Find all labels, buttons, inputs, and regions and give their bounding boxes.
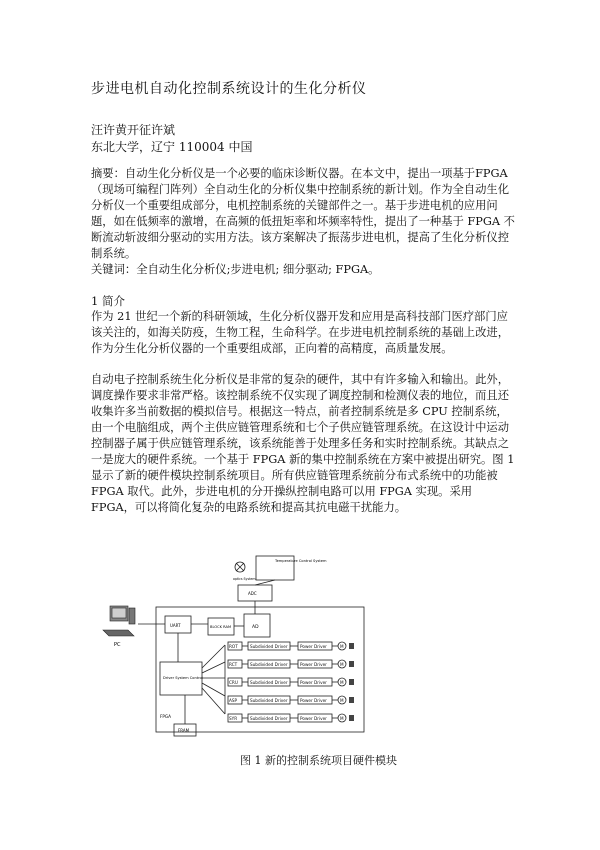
motor-label: M [340, 680, 344, 685]
channel-label: CRU [229, 680, 238, 685]
paragraph-2: 自动电子控制系统生化分析仪是非常的复杂的硬件，其中有许多输入和输出。此外，调度操作要求非常严格。该控制系统不仅实现了调度控制和检测仪表的地位，而且还收集许多当前数据的模拟信号。根据这一特点，前者控制系统是多 CPU 控制系统，由一个电脑组成，两个主供应链管理系统和七个子供应链管理系统。在这设计中运动控制器子属于供应链管理系统，该系统能善于处理多任务和实时控制系统。其缺点之一是庞大的硬件系统。一个基于 FPGA 新的集中控制系统在方案中被提出研究。图 1 显示了新的硬件模块控制系统项目。所有供应链管理系统前分布式系统中的功能被 FPGA 取代。此外，步进电机的分开操纵控制电路可以用 FPGA 实现。采用 FPGA，可以将简化复杂的电路系统和提高其抗电磁干扰能力。 [91, 373, 515, 514]
channel-label: ASP [229, 698, 238, 703]
affiliation: 东北大学，辽宁 110004 中国 [91, 140, 253, 154]
power-driver-label: Power Driver [300, 644, 327, 649]
motor-label: M [340, 698, 344, 703]
channel-label: ROT [229, 644, 238, 649]
subdivided-driver-label: Subdivided Driver [250, 698, 288, 703]
fpga-label: FPGA [160, 714, 172, 719]
channel-label: SYR [229, 716, 238, 721]
motor-label: M [340, 662, 344, 667]
power-driver-label: Power Driver [300, 698, 327, 703]
page-title: 步进电机自动化控制系统设计的生化分析仪 [91, 81, 367, 97]
authors: 汪许黄开征许斌 [91, 123, 176, 137]
motor-shaft [349, 679, 354, 685]
motor-shaft [349, 643, 354, 649]
temp-label: Temperature Control System [275, 559, 327, 563]
ad-label: AD [252, 625, 259, 630]
keywords: 关键词：全自动生化分析仪;步进电机; 细分驱动; FPGA。 [91, 263, 380, 276]
figure-caption: 图 1 新的控制系统项目硬件模块 [240, 754, 397, 767]
motor-shaft [349, 697, 354, 703]
paragraph-1: 作为 21 世纪一个新的科研领域，生化分析仪器开发和应用是高科技部门医疗部门应该关注的，如海关防疫，生物工程，生命科学。在步进电机控制系统的基础上改进，作为分生化分析仪器的一个重要组成部，正向着的高精度，高质量发展。 [91, 310, 509, 355]
section-heading: 1 简介 [91, 294, 125, 308]
pc-icon [103, 606, 135, 636]
motor-label: M [340, 716, 344, 721]
uart-label: UART [170, 623, 181, 628]
subdivided-driver-label: Subdivided Driver [250, 680, 288, 685]
adc-label: ADC [248, 591, 257, 596]
motor-shaft [349, 661, 354, 667]
subdivided-driver-label: Subdivided Driver [250, 644, 288, 649]
subdivided-driver-label: Subdivided Driver [250, 662, 288, 667]
driver-control-label: Driver System Control [163, 676, 203, 680]
subdivided-driver-label: Subdivided Driver [250, 716, 288, 721]
motor-label: M [340, 644, 344, 649]
abstract: 摘要：自动生化分析仪是一个必要的临床诊断仪器。在本文中，提出一项基于FPGA（现场可编程门阵列）全自动生化的分析仪集中控制系统的新计划。作为全自动生化分析仪一个重要组成部分，电机控制系统的关键部件之一。基于步进电机的应用问题，如在低频率的激增，在高频的低扭矩率和坏频率特性，提出了一种基于 FPGA 不断流动斩波细分驱动的实用方法。该方案解决了振荡步进电机，提高了生化分析仪控制系统。 [91, 167, 515, 260]
pc-label: PC [114, 642, 121, 648]
power-driver-label: Power Driver [300, 716, 327, 721]
block-ram-label: BLOCK RAM [210, 625, 232, 629]
fram-label: FRAM [178, 728, 190, 733]
power-driver-label: Power Driver [300, 680, 327, 685]
motor-shaft [349, 715, 354, 721]
channel-label: RCT [229, 662, 238, 667]
power-driver-label: Power Driver [300, 662, 327, 667]
optics-label: optics System [233, 577, 256, 581]
hardware-block-diagram [98, 548, 398, 753]
